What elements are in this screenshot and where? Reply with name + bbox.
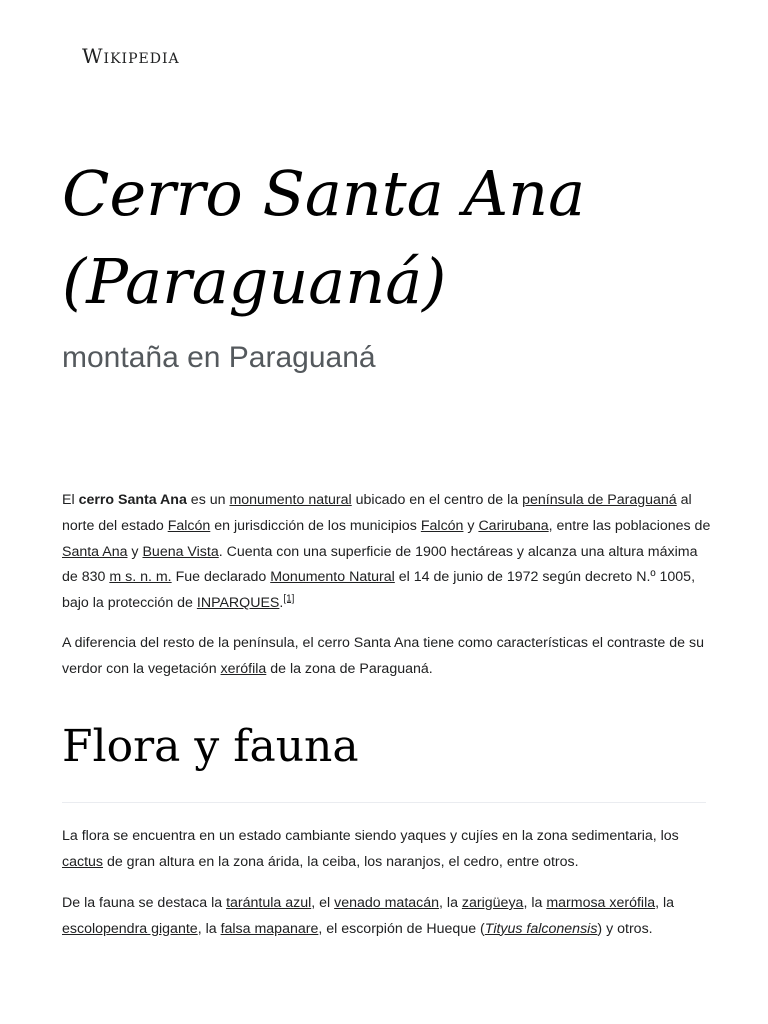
link-xerofila[interactable]: xerófila	[220, 660, 267, 677]
text-span: , el escorpión de Hueque (	[318, 920, 485, 937]
link-zariguyeya[interactable]: zarigüeya	[461, 895, 524, 911]
text-span: A diferencia del resto de la península, el cerro Santa Ana tiene como características el contraste de su verdor con la vegetación	[62, 635, 704, 677]
link-buena-vista[interactable]: Buena Vista	[142, 543, 219, 560]
flora-paragraph	[62, 824, 712, 876]
text-span: , entre las poblaciones de	[548, 517, 711, 534]
text-span: , la	[523, 895, 547, 911]
text-span: y	[127, 543, 143, 560]
text-span: , la	[655, 895, 675, 911]
link-peninsula-paraguana[interactable]: península de Paraguaná	[522, 492, 677, 508]
bold-term: cerro Santa Ana	[78, 492, 187, 508]
page-subtitle: montaña en Paraguaná	[62, 341, 376, 374]
text-span: al norte del estado	[62, 492, 692, 534]
link-inparques[interactable]: INPARQUES	[196, 595, 280, 612]
text-span: ubicado en el centro de la	[351, 492, 523, 508]
text-span: de la zona de Paraguaná.	[266, 660, 433, 677]
text-span: .	[279, 595, 284, 612]
text-span: De la fauna se destaca la	[62, 895, 227, 911]
link-marmosa-xerofila[interactable]: marmosa xerófila	[546, 895, 656, 911]
text-span: La flora se encuentra en un estado cambiante siendo yaques y cujíes en la zona sedimentaria, los	[62, 828, 679, 844]
link-venado-matacan[interactable]: venado matacán	[334, 895, 440, 911]
link-falcon-municipality[interactable]: Falcón	[420, 517, 464, 534]
fauna-paragraph	[62, 891, 712, 943]
text-span: . Cuenta con una superficie de 1900 hectáreas y alcanza una altura máxima de 830	[62, 543, 698, 586]
reference-link[interactable]: [1]	[283, 593, 295, 605]
text-span: de gran altura en la zona árida, la ceiba, los naranjos, el cedro, entre otros.	[103, 853, 579, 870]
page-title: Cerro Santa Ana (Paraguaná)	[62, 157, 586, 318]
text-span: ) y otros.	[597, 920, 653, 937]
wikipedia-logo[interactable]: Wikipedia	[82, 44, 180, 68]
link-santa-ana[interactable]: Santa Ana	[62, 543, 128, 560]
link-escolopendra-gigante[interactable]: escolopendra gigante	[62, 920, 198, 937]
link-tityus-falconensis[interactable]: Tityus falconensis	[484, 920, 598, 937]
link-msnm[interactable]: m s. n. m.	[109, 569, 172, 586]
link-monumento-natural-2[interactable]: Monumento Natural	[270, 569, 395, 586]
intro-paragraph	[62, 488, 712, 617]
text-span: , la	[197, 920, 221, 937]
section-divider	[62, 802, 706, 803]
text-span: , el	[311, 895, 335, 911]
text-span: el 14 de junio de 1972 según decreto N.º 1005, bajo la protección de	[62, 569, 696, 612]
text-span: El	[62, 492, 79, 508]
text-span: Fue declarado	[171, 569, 271, 586]
link-falsa-mapanare[interactable]: falsa mapanare	[220, 920, 319, 937]
text-span: y	[463, 517, 479, 534]
text-span: , la	[439, 895, 462, 911]
link-cactus[interactable]: cactus	[62, 853, 104, 870]
link-monumento-natural[interactable]: monumento natural	[229, 492, 352, 508]
second-paragraph	[62, 631, 712, 683]
link-falcon-state[interactable]: Falcón	[167, 517, 211, 534]
section-heading-flora-fauna: Flora y fauna	[62, 721, 359, 772]
text-span: es un	[186, 492, 230, 508]
link-carirubana[interactable]: Carirubana	[478, 517, 549, 534]
text-span: en jurisdicción de los municipios	[210, 517, 421, 534]
link-tarantula-azul[interactable]: tarántula azul	[226, 895, 312, 911]
